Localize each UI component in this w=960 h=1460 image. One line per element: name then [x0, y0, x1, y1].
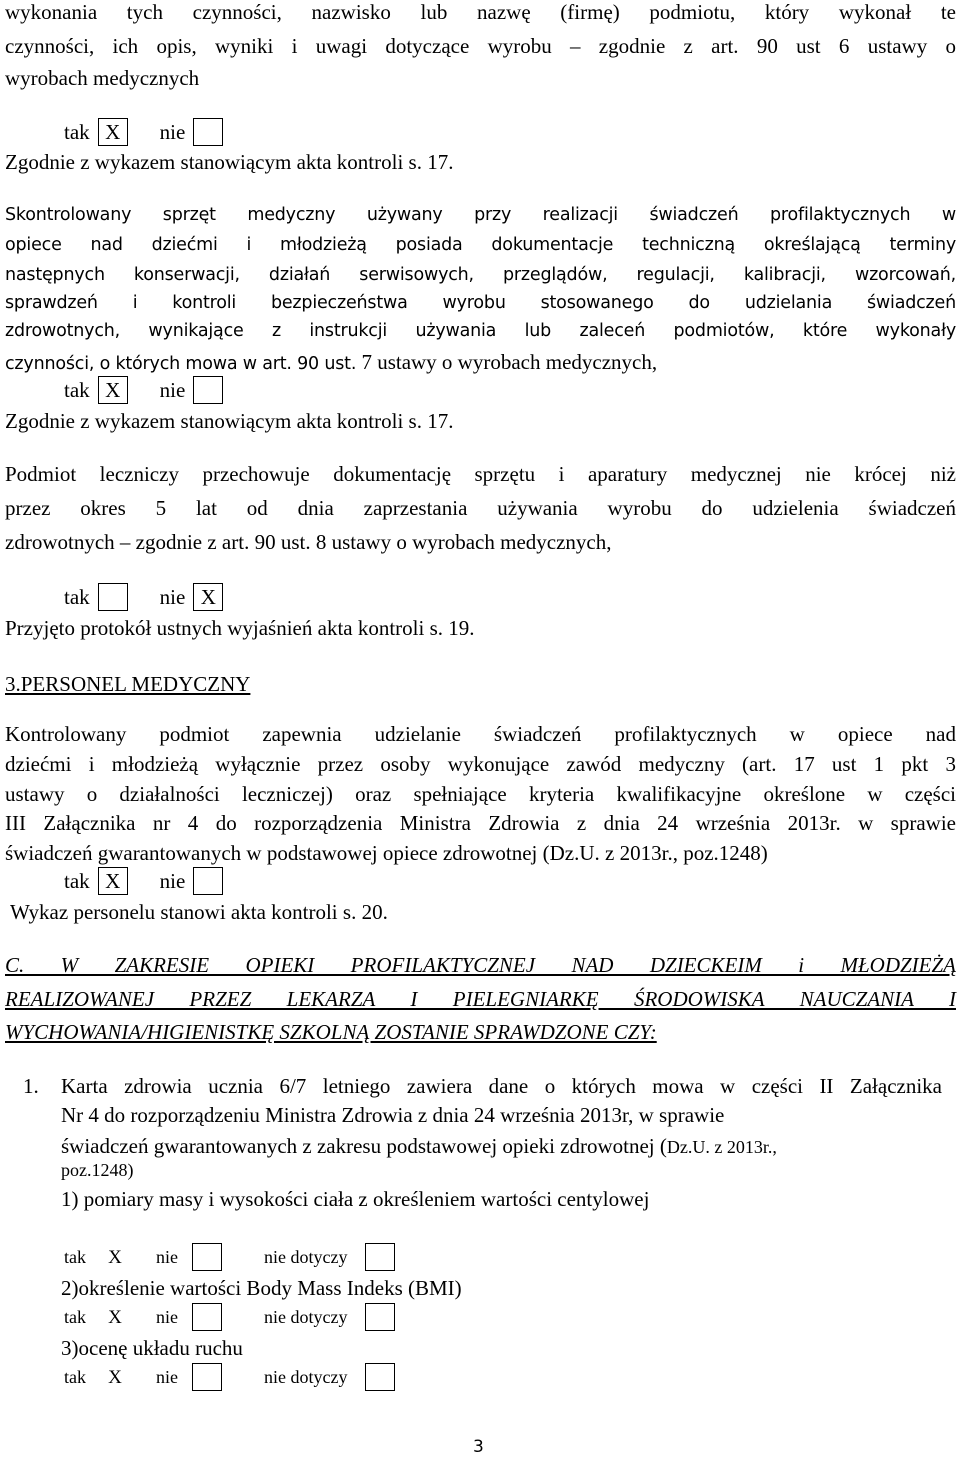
sub-2-label: 2)określenie wartości Body Mass Indeks (BMI) [61, 1276, 462, 1300]
note-1: Zgodnie z wykazem stanowiącym akta kontroli s. 17. [5, 150, 454, 174]
tak-label: tak [64, 1306, 86, 1327]
nie-label: nie [159, 377, 186, 402]
paragraph-2-line-6 [5, 350, 657, 375]
tak-label: tak [64, 377, 90, 402]
item-1-line-4: poz.1248) [61, 1160, 134, 1180]
note-2: Zgodnie z wykazem stanowiącym akta kontroli s. 17. [5, 409, 454, 433]
item-1-line-3a: świadczeń gwarantowanych z zakresu podstawowej opieki zdrowotnej ( [61, 1134, 667, 1158]
sub-1-label: 1) pomiary masy i wysokości ciała z określeniem wartości centylowej [61, 1187, 650, 1211]
tak-label: tak [64, 868, 90, 893]
checkbox-row-sub-2 [64, 1303, 395, 1331]
tak-checkbox[interactable]: X [98, 118, 128, 146]
checkbox-row-2 [64, 376, 223, 404]
nie-dotyczy-label: nie dotyczy [264, 1366, 348, 1387]
tak-checkbox[interactable] [98, 583, 128, 611]
paragraph-4-line-1: Kontrolowany podmiot zapewnia udzielanie świadczeń profilaktycznych w opiece nad [5, 722, 956, 746]
checkbox-row-4 [64, 867, 223, 895]
nie-label: nie [156, 1246, 178, 1267]
tak-label: tak [64, 1366, 86, 1387]
section-heading-personel: 3.PERSONEL MEDYCZNY [5, 672, 251, 696]
nie-label: nie [159, 584, 186, 609]
paragraph-2-line-2: opiece nad dziećmi i młodzieżą posiada dokumentacje techniczną określającą terminy [5, 235, 956, 255]
paragraph-2-line-6a: czynności, o których mowa w art. 90 ust. [5, 354, 357, 374]
paragraph-2-line-4: sprawdzeń i kontroli bezpieczeństwa wyrobu stosowanego do udzielania świadczeń [5, 293, 956, 313]
section-c-heading-line-3: WYCHOWANIA/HIGIENISTKĘ SZKOLNĄ ZOSTANIE SPRAWDZONE CZY: [5, 1020, 657, 1044]
nie-dotyczy-checkbox[interactable] [365, 1243, 395, 1271]
nie-label: nie [156, 1306, 178, 1327]
paragraph-1-line-1: wykonania tych czynności, nazwisko lub nazwę (firmę) podmiotu, który wykonał te [5, 0, 956, 24]
nie-dotyczy-checkbox[interactable] [365, 1303, 395, 1331]
paragraph-3-line-1: Podmiot leczniczy przechowuje dokumentację sprzętu i aparatury medycznej nie krócej niż [5, 462, 956, 486]
paragraph-3-line-3: zdrowotnych – zgodnie z art. 90 ust. 8 ustawy o wyrobach medycznych, [5, 530, 612, 554]
section-c-heading-line-1: C. W ZAKRESIE OPIEKI PROFILAKTYCZNEJ NAD DZIECKEIM i MŁODZIEŻĄ [5, 953, 956, 977]
checkbox-row-sub-3 [64, 1363, 395, 1391]
nie-label: nie [159, 868, 186, 893]
tak-checkbox[interactable]: X [108, 1367, 122, 1388]
nie-checkbox[interactable] [193, 118, 223, 146]
page-number: 3 [473, 1437, 484, 1457]
nie-checkbox[interactable] [193, 867, 223, 895]
paragraph-4-line-4: III Załącznika nr 4 do rozporządzenia Ministra Zdrowia z dnia 24 września 2013r. w sprawie [5, 811, 956, 835]
nie-checkbox[interactable] [192, 1363, 222, 1391]
nie-dotyczy-checkbox[interactable] [365, 1363, 395, 1391]
checkbox-row-3 [64, 583, 223, 611]
tak-checkbox[interactable]: X [108, 1307, 122, 1328]
section-c-heading-line-2: REALIZOWANEJ PRZEZ LEKARZA I PIELEGNIARKĘ ŚRODOWISKA NAUCZANIA I [5, 987, 956, 1011]
item-1-line-2: Nr 4 do rozporządzeniu Ministra Zdrowia z dnia 24 września 2013r, w sprawie [61, 1103, 725, 1127]
nie-dotyczy-label: nie dotyczy [264, 1246, 348, 1267]
item-1-line-1: Karta zdrowia ucznia 6/7 letniego zawiera dane o których mowa w części II Załącznika [61, 1074, 942, 1098]
checkbox-row-sub-1 [64, 1243, 395, 1271]
checkbox-row-1 [64, 118, 223, 146]
paragraph-3-line-2: przez okres 5 lat od dnia zaprzestania używania wyrobu do udzielenia świadczeń [5, 496, 956, 520]
item-1-line-3b: Dz.U. z 2013r., [666, 1137, 777, 1157]
tak-checkbox[interactable]: X [108, 1247, 122, 1268]
tak-label: tak [64, 119, 90, 144]
tak-label: tak [64, 1246, 86, 1267]
paragraph-1-line-2: czynności, ich opis, wyniki i uwagi dotyczące wyrobu – zgodnie z art. 90 ust 6 ustawy o [5, 34, 956, 58]
item-1-line-3 [61, 1134, 956, 1159]
note-3: Przyjęto protokół ustnych wyjaśnień akta kontroli s. 19. [5, 616, 475, 640]
nie-label: nie [156, 1366, 178, 1387]
nie-checkbox[interactable] [192, 1303, 222, 1331]
item-1-number: 1. [23, 1074, 39, 1098]
paragraph-1-line-3: wyrobach medycznych [5, 66, 200, 90]
paragraph-2-line-1: Skontrolowany sprzęt medyczny używany przy realizacji świadczeń profilaktycznych w [5, 205, 956, 225]
tak-label: tak [64, 584, 90, 609]
paragraph-2-line-6b: 7 ustawy o wyrobach medycznych, [356, 350, 658, 374]
nie-label: nie [159, 119, 186, 144]
nie-checkbox[interactable] [192, 1243, 222, 1271]
tak-checkbox[interactable]: X [98, 867, 128, 895]
paragraph-4-line-3: ustawy o działalności leczniczej) oraz spełniające kryteria kwalifikacyjne określone w części [5, 782, 956, 806]
nie-dotyczy-label: nie dotyczy [264, 1306, 348, 1327]
paragraph-2-line-3: następnych konserwacji, działań serwisowych, przeglądów, regulacji, kalibracji, wzorcowań, [5, 265, 956, 285]
tak-checkbox[interactable]: X [98, 376, 128, 404]
paragraph-4-line-5: świadczeń gwarantowanych w podstawowej opiece zdrowotnej (Dz.U. z 2013r., poz.1248) [5, 841, 768, 865]
sub-3-label: 3)ocenę układu ruchu [61, 1336, 243, 1360]
nie-checkbox[interactable] [193, 376, 223, 404]
paragraph-4-line-2: dziećmi i młodzieżą wyłącznie przez osoby wykonujące zawód medyczny (art. 17 ust 1 pkt 3 [5, 752, 956, 776]
nie-checkbox[interactable]: X [193, 583, 223, 611]
paragraph-2-line-5: zdrowotnych, wynikające z instrukcji używania lub zaleceń podmiotów, które wykonały [5, 321, 956, 341]
note-4: Wykaz personelu stanowi akta kontroli s. 20. [10, 900, 388, 924]
